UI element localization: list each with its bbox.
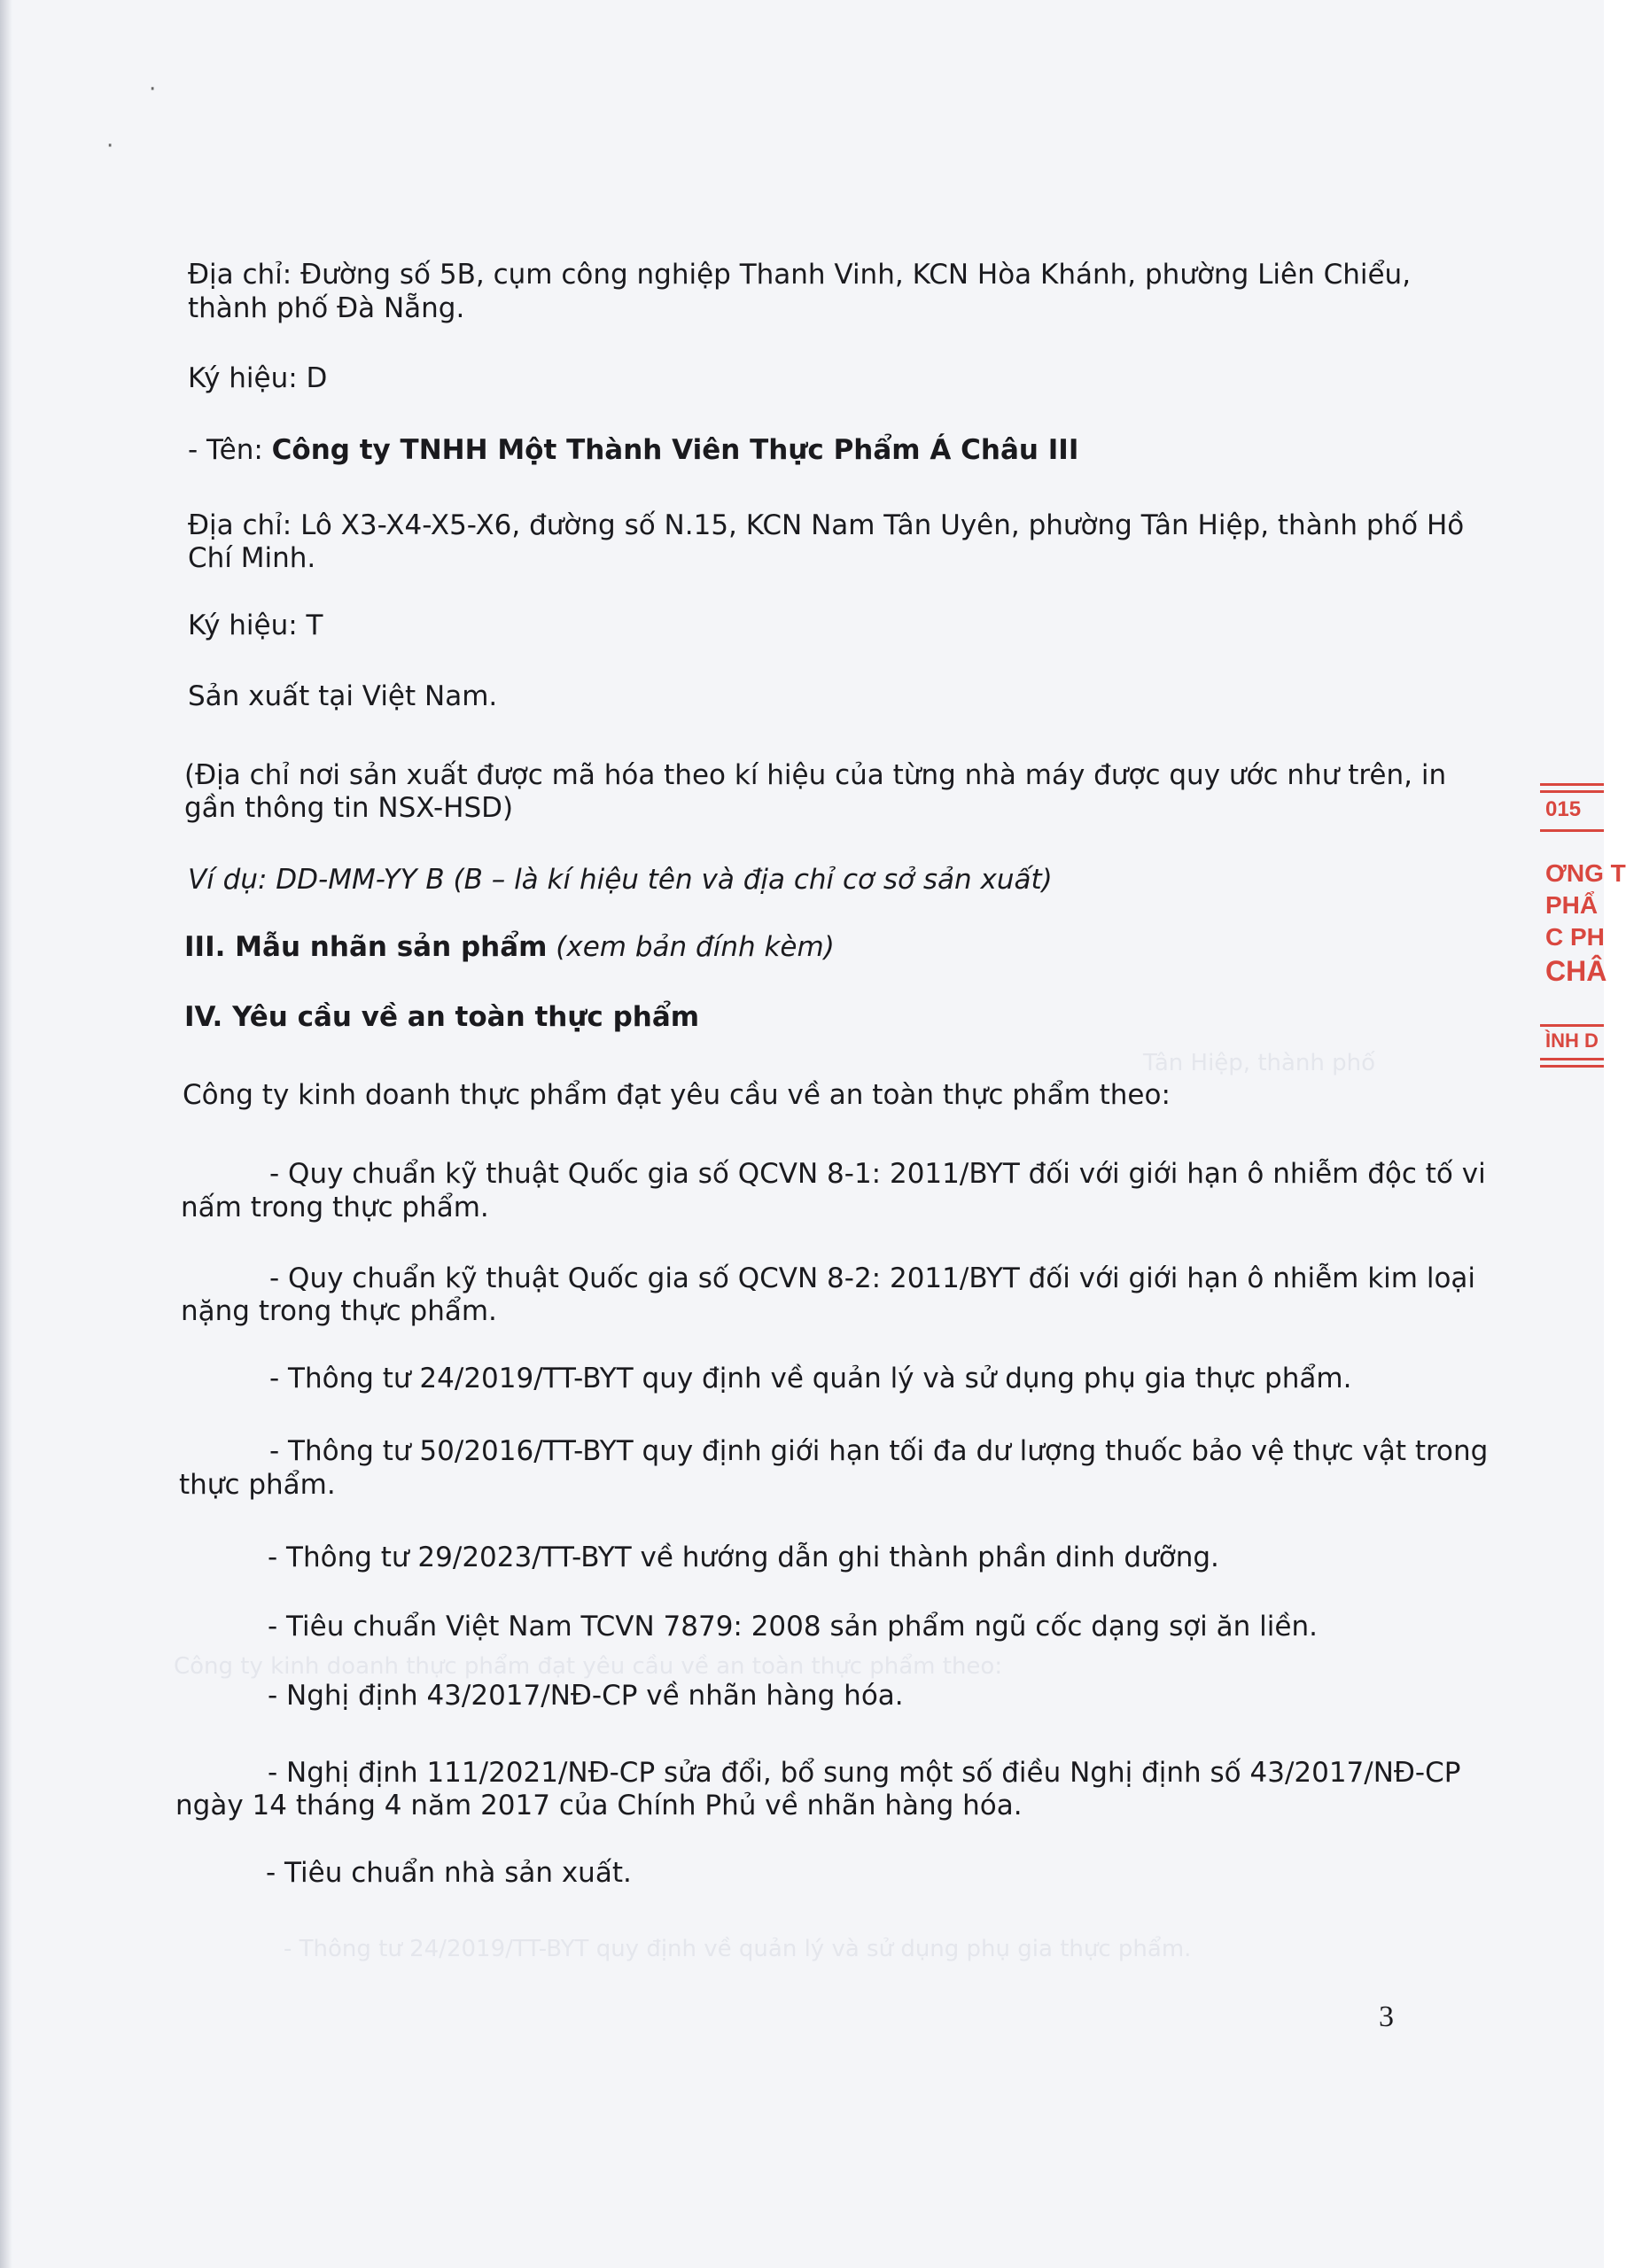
page-number: 3	[1379, 2000, 1394, 2033]
address-line-d-1: Địa chỉ: Đường số 5B, cụm công nghiệp Thanh Vinh, KCN Hòa Khánh, phường Liên Chiểu,	[188, 259, 1412, 291]
stamp-text: 015	[1545, 797, 1582, 821]
stamp-text: PHẨ	[1545, 891, 1599, 919]
encoding-note-2: gần thông tin NSX-HSD)	[184, 792, 514, 824]
stamp-text: ƠNG T	[1545, 859, 1626, 887]
symbol-t: Ký hiệu: T	[188, 610, 323, 641]
decree-111-2021-line-2: ngày 14 tháng 4 năm 2017 của Chính Phủ về nhãn hàng hóa.	[175, 1790, 1023, 1821]
stamp-text: C PH	[1545, 923, 1605, 951]
scan-speck: ·	[106, 133, 114, 159]
stamp-text: ÌNH D	[1545, 1029, 1599, 1052]
scan-edge-shadow	[0, 0, 12, 2268]
compliance-intro: Công ty kinh doanh thực phẩm đạt yêu cầu về an toàn thực phẩm theo:	[183, 1079, 1171, 1111]
name-label: - Tên:	[188, 434, 272, 466]
address-line-t-1: Địa chỉ: Lô X3-X4-X5-X6, đường số N.15, KCN Nam Tân Uyên, phường Tân Hiệp, thành phố Hồ	[188, 509, 1465, 541]
regulation-tt-50-2016-line-1: - Thông tư 50/2016/TT-BYT quy định giới hạn tối đa dư lượng thuốc bảo vệ thực vật trong	[269, 1435, 1489, 1467]
stamp-text: CHÂ	[1545, 955, 1607, 987]
stamp-border	[1540, 1058, 1604, 1060]
section-iii-note: (xem bản đính kèm)	[556, 931, 835, 963]
section-iii-title: III. Mẫu nhãn sản phẩm	[184, 931, 548, 963]
section-iv-heading: IV. Yêu cầu về an toàn thực phẩm	[184, 1001, 700, 1033]
address-line-d-2: thành phố Đà Nẵng.	[188, 292, 465, 324]
stamp-border	[1540, 790, 1604, 793]
standard-tcvn-7879: - Tiêu chuẩn Việt Nam TCVN 7879: 2008 sản phẩm ngũ cốc dạng sợi ăn liền.	[268, 1611, 1318, 1643]
stamp-border	[1540, 1024, 1604, 1027]
decree-111-2021-line-1: - Nghị định 111/2021/NĐ-CP sửa đổi, bổ sung một số điều Nghị định số 43/2017/NĐ-CP	[268, 1757, 1461, 1789]
regulation-qcvn-8-1-line-2: nấm trong thực phẩm.	[181, 1192, 489, 1223]
stamp-border	[1540, 783, 1604, 786]
regulation-qcvn-8-2-line-2: nặng trong thực phẩm.	[181, 1295, 497, 1327]
show-through-text: Công ty kinh doanh thực phẩm đạt yêu cầu về an toàn thực phẩm theo:	[174, 1653, 1003, 1680]
made-in-line: Sản xuất tại Việt Nam.	[188, 680, 498, 712]
decree-43-2017: - Nghị định 43/2017/NĐ-CP về nhãn hàng hóa.	[268, 1680, 904, 1712]
stamp-border	[1540, 1065, 1604, 1068]
example-line: Ví dụ: DD-MM-YY B (B – là kí hiệu tên và địa chỉ cơ sở sản xuất)	[188, 864, 1053, 896]
company-seal-stamp	[1540, 778, 1626, 1079]
company-name-line	[188, 434, 1078, 466]
company-name: Công ty TNHH Một Thành Viên Thực Phẩm Á Châu III	[271, 434, 1079, 466]
regulation-tt-29-2023: - Thông tư 29/2023/TT-BYT về hướng dẫn ghi thành phần dinh dưỡng.	[268, 1542, 1219, 1573]
regulation-qcvn-8-1-line-1: - Quy chuẩn kỹ thuật Quốc gia số QCVN 8-1: 2011/BYT đối với giới hạn ô nhiễm độc tố vi	[269, 1158, 1486, 1190]
show-through-text: - Thông tư 24/2019/TT-BYT quy định về quản lý và sử dụng phụ gia thực phẩm.	[284, 1936, 1192, 1962]
regulation-tt-50-2016-line-2: thực phẩm.	[179, 1469, 336, 1501]
symbol-d: Ký hiệu: D	[188, 362, 328, 394]
regulation-qcvn-8-2-line-1: - Quy chuẩn kỹ thuật Quốc gia số QCVN 8-2: 2011/BYT đối với giới hạn ô nhiễm kim loại	[269, 1262, 1476, 1294]
stamp-border	[1540, 829, 1604, 832]
address-line-t-2: Chí Minh.	[188, 542, 316, 574]
encoding-note-1: (Địa chỉ nơi sản xuất được mã hóa theo kí hiệu của từng nhà máy được quy ước như trên, in	[184, 759, 1447, 791]
section-iii-heading	[184, 931, 835, 963]
regulation-tt-24-2019: - Thông tư 24/2019/TT-BYT quy định về quản lý và sử dụng phụ gia thực phẩm.	[269, 1363, 1352, 1394]
show-through-text: Tân Hiệp, thành phố	[1143, 1050, 1376, 1076]
manufacturer-standard: - Tiêu chuẩn nhà sản xuất.	[266, 1857, 632, 1889]
scan-speck: ·	[149, 76, 157, 103]
